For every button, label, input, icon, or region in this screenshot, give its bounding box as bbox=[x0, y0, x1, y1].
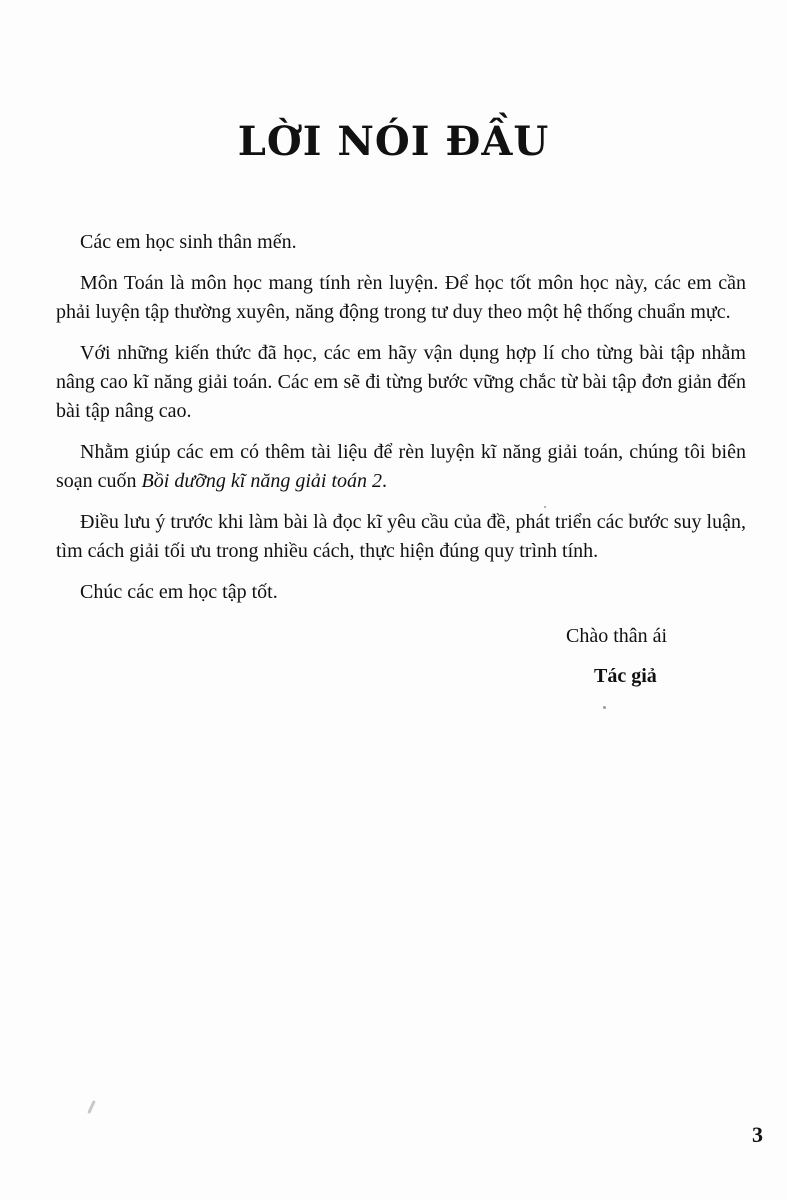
book-purpose-text: Nhằm giúp các em có thêm tài liệu để rèn luyện kĩ năng giải toán, chúng tôi biên soạn cuốn bbox=[56, 441, 746, 492]
paragraph-apply-knowledge: Với những kiến thức đã học, các em hãy vận dụng hợp lí cho từng bài tập nhằm nâng cao kĩ năng giải toán. Các em sẽ đi từng bước vững chắc từ bài tập đơn giản đến bài tập nâng cao. bbox=[56, 342, 746, 422]
print-mark bbox=[87, 1100, 96, 1114]
paragraph-book-purpose bbox=[56, 438, 746, 496]
print-speck bbox=[603, 706, 606, 709]
page-number: 3 bbox=[752, 1122, 763, 1147]
paragraph-subject-intro: Môn Toán là môn học mang tính rèn luyện. Để học tốt môn học này, các em cần phải luyện tập thường xuyên, năng động trong tư duy theo một hệ thống chuẩn mực. bbox=[56, 272, 746, 323]
closing-block bbox=[566, 622, 667, 691]
book-title: Bồi dưỡng kĩ năng giải toán 2 bbox=[141, 470, 383, 492]
page-title: LỜI NÓI ĐẦU bbox=[237, 118, 550, 165]
print-speck bbox=[544, 506, 546, 508]
paragraph-wishes: Chúc các em học tập tốt. bbox=[80, 581, 278, 603]
closing-greeting: Chào thân ái bbox=[566, 625, 668, 647]
paragraph-greeting: Các em học sinh thân mến. bbox=[80, 231, 297, 253]
paragraph-advice: Điều lưu ý trước khi làm bài là đọc kĩ yêu cầu của đề, phát triển các bước suy luận, tìm cách giải tối ưu trong nhiều cách, thực hiện đúng quy trình tính. bbox=[56, 511, 746, 562]
preface-body bbox=[56, 228, 746, 619]
author-signature: Tác giả bbox=[594, 665, 657, 687]
book-purpose-end: . bbox=[382, 470, 388, 492]
